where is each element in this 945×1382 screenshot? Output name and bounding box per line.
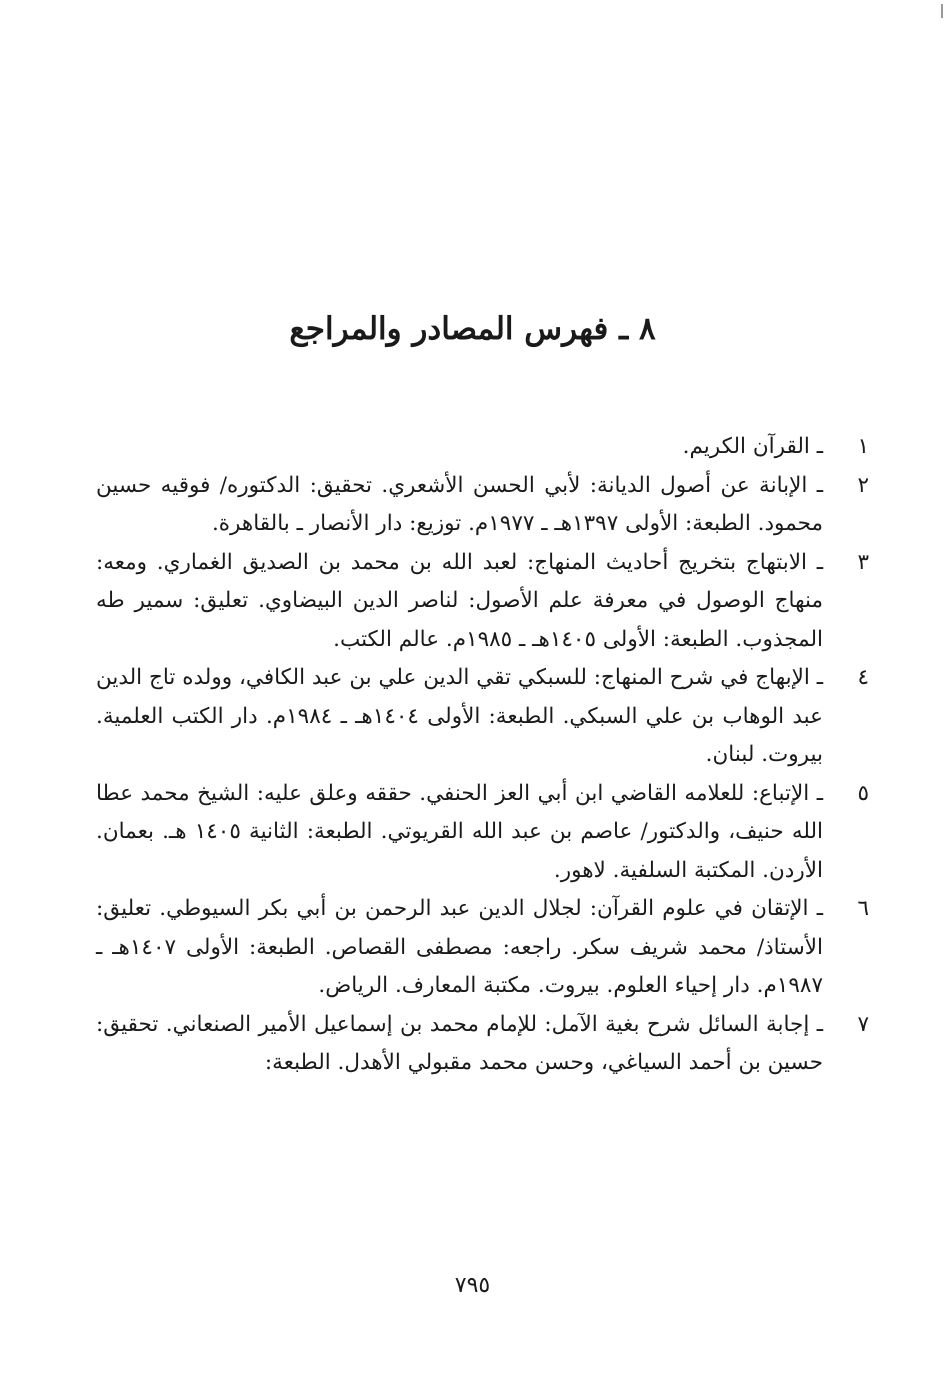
entry-text: ـ الإبانة عن أصول الديانة: لأبي الحسن الأشعري. تحقيق: الدكتوره/ فوقيه حسين محمود. الطبعة: الأولى ١٣٩٧هـ ـ ١٩٧٧م. توزيع: دار الأنصار ـ بالقاهرة. bbox=[96, 472, 823, 536]
entry-number: ١ bbox=[857, 434, 869, 459]
entry-number: ٣ bbox=[857, 549, 869, 575]
bibliography-entry bbox=[96, 467, 869, 544]
entry-number: ٢ bbox=[857, 472, 869, 498]
entry-number: ٥ bbox=[857, 780, 869, 806]
page-number: ٧٩٥ bbox=[454, 1273, 491, 1298]
section-title: ٨ ـ فهرس المصادر والمراجع bbox=[289, 311, 656, 347]
bibliography-entry bbox=[96, 1006, 869, 1083]
entry-text: ـ الابتهاج بتخريج أحاديث المنهاج: لعبد الله بن محمد بن الصديق الغماري. ومعه: منهاج الوصول في معرفة علم الأصول: لناصر الدين البيضاوي. تعليق: سمير طه المجذوب. الطبعة: الأولى ١٤٠٥هـ ـ ١٩٨٥م. عالم الكتب. bbox=[96, 549, 823, 652]
bibliography-entry bbox=[96, 890, 869, 1006]
entry-text: ـ القرآن الكريم. bbox=[682, 434, 823, 459]
bibliography-entry bbox=[96, 428, 869, 467]
scan-edge-mark bbox=[941, 4, 943, 18]
entry-text: ـ الإتباع: للعلامه القاضي ابن أبي العز الحنفي. حققه وعلق عليه: الشيخ محمد عطا الله حنيف، والدكتور/ عاصم بن عبد الله القريوتي. الطبعة: الثانية ١٤٠٥ هـ. بعمان. الأردن. المكتبة السلفية. لاهور. bbox=[96, 780, 823, 883]
entry-text: ـ الإبهاج في شرح المنهاج: للسبكي تقي الدين علي بن عبد الكافي، وولده تاج الدين عبد الوهاب بن علي السبكي. الطبعة: الأولى ١٤٠٤هـ ـ ١٩٨٤م. دار الكتب العلمية. بيروت. لبنان. bbox=[96, 665, 823, 767]
entry-number: ٦ bbox=[857, 896, 869, 921]
entry-number: ٧ bbox=[857, 1011, 869, 1037]
entry-text: ـ الإتقان في علوم القرآن: لجلال الدين عبد الرحمن بن أبي بكر السيوطي. تعليق: الأستاذ/ محمد شريف سكر. راجعه: مصطفى القصاص. الطبعة: الأولى ١٤٠٧هـ ـ ١٩٨٧م. دار إحياء العلوم. بيروت. مكتبة المعارف. الرياض. bbox=[96, 896, 823, 998]
bibliography-entry bbox=[96, 544, 869, 660]
entry-text: ـ إجابة السائل شرح بغية الآمل: للإمام محمد بن إسماعيل الأمير الصنعاني. تحقيق: حسين بن أحمد السياغي، وحسن محمد مقبولي الأهدل. الطبعة: bbox=[96, 1011, 823, 1075]
bibliography-entry bbox=[96, 775, 869, 891]
entry-number: ٤ bbox=[857, 665, 869, 690]
bibliography-entry bbox=[96, 659, 869, 775]
bibliography-list bbox=[96, 428, 869, 1083]
